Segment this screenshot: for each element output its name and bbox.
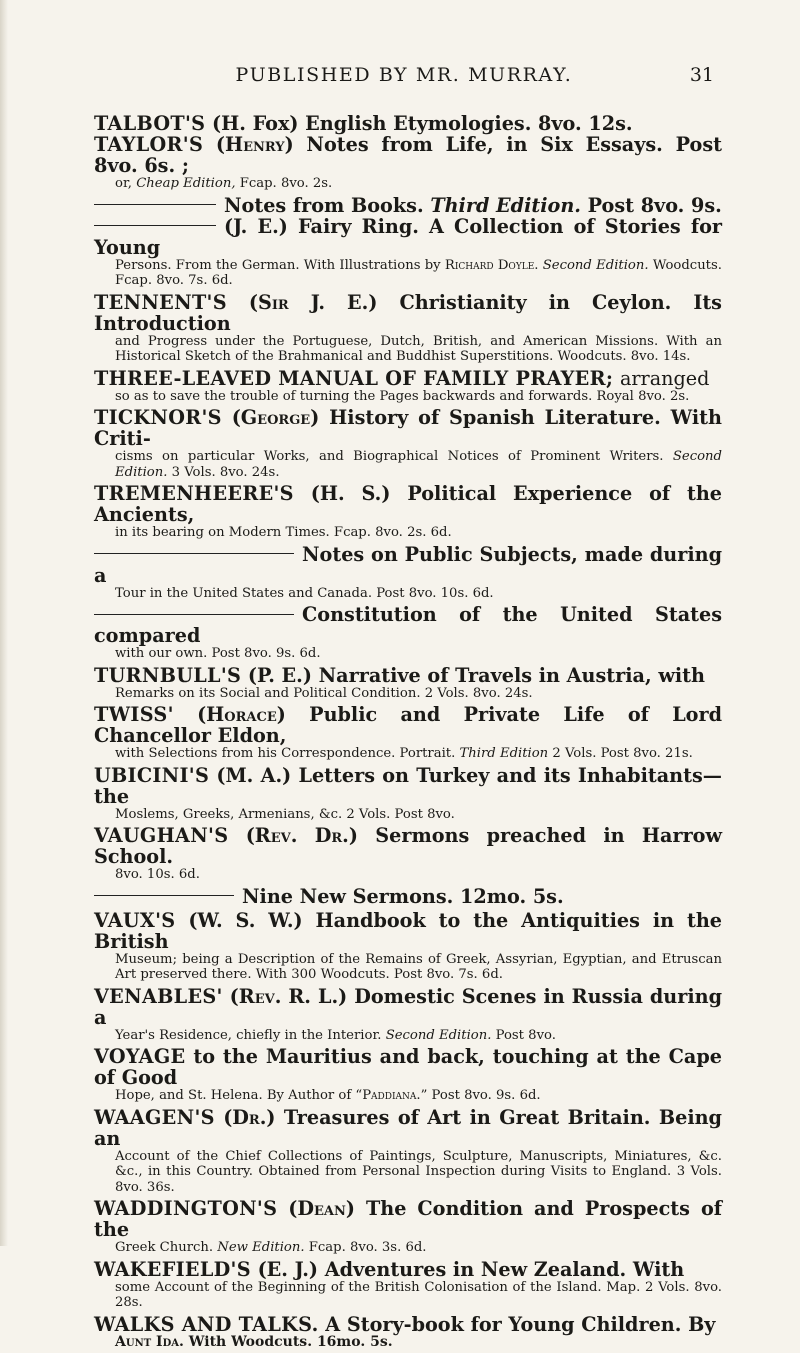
entry-edition: Cheap Edition, bbox=[136, 176, 236, 191]
entry-heading: TWISS' (Horace) Public and Private Life of Lord Chancellor Eldon, bbox=[94, 703, 723, 747]
entry-details bbox=[94, 176, 722, 192]
catalogue-entry bbox=[94, 1107, 722, 1196]
entry-edition: Third Edition bbox=[459, 746, 549, 761]
entry-title: Notes from Books. bbox=[224, 193, 424, 217]
entry-author-forename: Dean bbox=[297, 1197, 346, 1220]
catalogue-entry bbox=[94, 292, 722, 365]
entry-details: so as to save the trouble of turning the Pages backwards and forwards. Royal 8vo. 2s. bbox=[115, 388, 690, 404]
catalogue-entry bbox=[94, 483, 722, 541]
entry-title: (J. E.) Fairy Ring. A Collection of Stories for Young bbox=[94, 214, 722, 259]
entry-detail-text: 3 Vols. 8vo. 24s. bbox=[171, 464, 280, 480]
entry-detail-text: Hope, and St. Helena. By Author of “ bbox=[115, 1088, 363, 1103]
entry-heading bbox=[94, 604, 722, 646]
entry-heading bbox=[94, 195, 722, 216]
entry-heading bbox=[94, 113, 722, 134]
entry-heading: TICKNOR'S (George) History of Spanish Literature. With Criti- bbox=[94, 406, 722, 450]
page-number: 31 bbox=[689, 64, 714, 86]
entry-author-initials: (H. Fox) bbox=[212, 112, 299, 135]
entry-author: VENABLES' bbox=[94, 984, 223, 1008]
entry-author: VAUX'S bbox=[94, 908, 176, 932]
entry-detail-text: Persons. From the German. With Illustrations by bbox=[115, 257, 441, 273]
catalogue-entry bbox=[94, 216, 722, 289]
entry-author-forename: Sir J. E. bbox=[257, 290, 369, 314]
entry-detail-text: Fcap. 8vo. 3s. 6d. bbox=[308, 1240, 427, 1255]
entry-pseudonym: Paddiana. bbox=[362, 1088, 421, 1103]
entry-details bbox=[94, 1088, 722, 1104]
catalogue-entry bbox=[94, 665, 722, 702]
entry-author-forename: Dr. bbox=[232, 1105, 267, 1129]
ditto-rule bbox=[94, 225, 216, 226]
catalogue-entry bbox=[94, 407, 722, 480]
ditto-rule bbox=[94, 204, 216, 205]
entry-detail-text: cisms on particular Works, and Biographical Notices of Prominent Writers. bbox=[115, 449, 664, 464]
entry-author: WAKEFIELD'S bbox=[94, 1257, 251, 1281]
entry-details bbox=[94, 258, 722, 289]
entry-detail-text: With Woodcuts. 16mo. 5s. bbox=[188, 1333, 393, 1350]
entry-heading bbox=[94, 910, 722, 952]
entry-title: Notes on Public Subjects, made during a bbox=[94, 542, 722, 587]
catalogue-entry bbox=[94, 604, 722, 662]
entry-title: History of Spanish Literature. With Criti- bbox=[94, 406, 722, 450]
entry-title: Letters on Turkey and its Inhabitants—the bbox=[94, 763, 722, 808]
entry-edition: Second Edition. bbox=[115, 449, 722, 480]
entry-heading: WAAGEN'S (Dr.) Treasures of Art in Great Britain. Being an bbox=[94, 1105, 722, 1150]
entry-heading bbox=[94, 765, 722, 807]
entry-author: VOYAGE bbox=[94, 1045, 186, 1068]
entry-edition: Third Edition. bbox=[430, 193, 581, 217]
entry-title: Nine New Sermons. 12mo. 5s. bbox=[242, 884, 564, 908]
ditto-rule bbox=[94, 614, 294, 615]
entry-detail-text: 2 Vols. Post 8vo. 21s. bbox=[552, 746, 693, 761]
catalogue-entries bbox=[94, 113, 722, 1353]
entry-details bbox=[94, 1240, 722, 1256]
entry-edition: Second Edition. bbox=[385, 1027, 492, 1043]
catalogue-entry bbox=[94, 1314, 722, 1351]
entry-heading: TAYLOR'S (Henry) Notes from Life, in Six Essays. Post 8vo. 6s. ; bbox=[94, 133, 722, 177]
entry-author: UBICINI'S bbox=[94, 763, 210, 787]
entry-details: some Account of the Beginning of the British Colonisation of the Island. Map. 2 Vols. 8vo. 28s. bbox=[115, 1279, 722, 1310]
entry-title: A Story-book for Young Children. By bbox=[325, 1312, 716, 1336]
entry-detail-text: Fcap. 8vo. 2s. bbox=[239, 176, 333, 191]
entry-title: arranged bbox=[619, 366, 710, 390]
entry-author-initials: (P. E.) bbox=[247, 663, 312, 687]
entry-title: The Condition and Prospects of the bbox=[94, 1197, 723, 1241]
entry-detail-text: with Selections from his Correspondence. Portrait. bbox=[115, 746, 456, 761]
entry-heading bbox=[94, 1314, 722, 1335]
entry-author-forename: Horace bbox=[206, 703, 277, 726]
entry-title: Adventures in New Zealand. With bbox=[324, 1257, 685, 1281]
entry-edition: Second Edition. bbox=[542, 257, 649, 273]
entry-author: THREE-LEAVED MANUAL OF FAMILY PRAYER; bbox=[94, 366, 614, 390]
entry-author: TWISS' bbox=[94, 703, 174, 726]
entry-illustrator: Richard Doyle. bbox=[444, 257, 539, 273]
entry-details: Remarks on its Social and Political Condition. 2 Vols. 8vo. 24s. bbox=[115, 685, 533, 701]
entry-detail-text: or, bbox=[115, 176, 132, 191]
entry-heading bbox=[94, 665, 722, 686]
entry-author: TURNBULL'S bbox=[94, 663, 242, 687]
entry-details: Tour in the United States and Canada. Post 8vo. 10s. 6d. bbox=[115, 585, 494, 601]
entry-heading bbox=[94, 368, 722, 389]
entry-title: Public and Private Life of Lord Chancellor Eldon, bbox=[94, 703, 723, 747]
entry-heading: WADDINGTON'S (Dean) The Condition and Prospects of the bbox=[94, 1197, 723, 1241]
ditto-rule bbox=[94, 553, 294, 554]
entry-title: Constitution of the United States compared bbox=[94, 603, 722, 647]
entry-author: WADDINGTON'S bbox=[94, 1197, 278, 1220]
entry-author-initials: (H. S.) bbox=[310, 482, 391, 505]
entry-title: Narrative of Travels in Austria, with bbox=[318, 663, 705, 687]
ditto-rule bbox=[94, 895, 234, 896]
entry-details bbox=[94, 746, 722, 762]
catalogue-entry bbox=[94, 886, 722, 907]
entry-detail-text: Woodcuts. Fcap. 8vo. 7s. 6d. bbox=[115, 257, 722, 288]
catalogue-entry bbox=[94, 986, 722, 1044]
entry-title: Handbook to the Antiquities in the British bbox=[94, 908, 722, 953]
entry-details: with our own. Post 8vo. 9s. 6d. bbox=[115, 646, 321, 661]
catalogue-entry bbox=[94, 765, 722, 823]
entry-price: 12s. bbox=[588, 112, 633, 135]
entry-detail-text: Greek Church. bbox=[115, 1240, 214, 1255]
entry-details: Account of the Chief Collections of Paintings, Sculpture, Manuscripts, Miniatures, &c. &c., in this Country. Obtained from Personal Inspection during Visits to England. 3 Vols. 8vo. 36s. bbox=[115, 1148, 722, 1195]
entry-author: TENNENT'S bbox=[94, 290, 227, 314]
entry-detail-text: Post 8vo. bbox=[495, 1027, 556, 1043]
entry-author-forename: Rev. Dr. bbox=[254, 824, 349, 847]
catalogue-entry bbox=[94, 1198, 722, 1256]
catalogue-entry bbox=[94, 704, 722, 762]
entry-detail-text: Year's Residence, chiefly in the Interior. bbox=[115, 1027, 382, 1043]
entry-title: Sermons preached in Harrow School. bbox=[94, 824, 722, 868]
entry-pseudonym: Aunt Ida. bbox=[115, 1333, 184, 1350]
entry-title: Christianity in Ceylon. Its Introduction bbox=[94, 290, 722, 335]
entry-title: to the Mauritius and back, touching at the Cape of Good bbox=[94, 1045, 722, 1089]
entry-details: in its bearing on Modern Times. Fcap. 8vo. 2s. 6d. bbox=[115, 525, 452, 540]
entry-title: Political Experience of the Ancients, bbox=[94, 482, 723, 526]
entry-author: WAAGEN'S bbox=[94, 1105, 215, 1129]
entry-author: WALKS AND TALKS. bbox=[94, 1312, 319, 1336]
catalogue-entry bbox=[94, 910, 722, 983]
entry-edition: New Edition. bbox=[217, 1240, 305, 1255]
entry-heading bbox=[94, 886, 722, 907]
entry-author-initials: (E. J.) bbox=[257, 1257, 319, 1281]
entry-author-forename: Rev. R. L. bbox=[238, 984, 339, 1008]
entry-title: Treasures of Art in Great Britain. Being an bbox=[94, 1105, 722, 1150]
catalogue-entry bbox=[94, 825, 722, 883]
entry-details bbox=[94, 1335, 722, 1351]
entry-author: TAYLOR'S bbox=[94, 133, 204, 156]
entry-heading bbox=[94, 1046, 722, 1088]
entry-details: 8vo. 10s. 6d. bbox=[115, 867, 200, 882]
entry-title: Notes from Life, in Six Essays. Post 8vo. bbox=[94, 133, 722, 177]
entry-detail-text: ” Post 8vo. 9s. 6d. bbox=[420, 1088, 541, 1103]
catalogue-entry bbox=[94, 113, 722, 134]
entry-author: TALBOT'S bbox=[94, 112, 206, 135]
entry-title: Domestic Scenes in Russia during a bbox=[94, 984, 722, 1029]
entry-details bbox=[94, 1028, 722, 1044]
entry-author-initials: (M. A.) bbox=[216, 763, 292, 787]
entry-heading: VAUGHAN'S (Rev. Dr.) Sermons preached in Harrow School. bbox=[94, 824, 722, 868]
catalogue-entry bbox=[94, 544, 722, 602]
entry-heading bbox=[94, 1259, 722, 1280]
entry-heading bbox=[94, 483, 722, 525]
catalogue-entry bbox=[94, 1046, 722, 1104]
entry-heading: VENABLES' (Rev. R. L.) Domestic Scenes in Russia during a bbox=[94, 984, 722, 1029]
entry-price: Post 8vo. 9s. bbox=[587, 193, 722, 217]
entry-title: English Etymologies. 8vo. bbox=[305, 112, 582, 135]
running-title: PUBLISHED BY MR. MURRAY. bbox=[235, 64, 573, 86]
entry-author: TREMENHEERE'S bbox=[94, 482, 294, 505]
catalogue-entry bbox=[94, 368, 722, 405]
entry-heading bbox=[94, 544, 722, 586]
entry-details: Moslems, Greeks, Armenians, &c. 2 Vols. Post 8vo. bbox=[115, 806, 455, 822]
entry-author-forename: Henry bbox=[224, 133, 285, 156]
catalogue-entry bbox=[94, 195, 722, 216]
entry-details bbox=[94, 449, 722, 480]
entry-author-forename: George bbox=[240, 406, 311, 429]
page-gutter bbox=[0, 0, 8, 1246]
entry-heading: TENNENT'S (Sir J. E.) Christianity in Ceylon. Its Introduction bbox=[94, 290, 722, 335]
entry-details: and Progress under the Portuguese, Dutch, British, and American Missions. With an Historical Sketch of the Brahmanical and Buddhist Superstitions. Woodcuts. 8vo. 14s. bbox=[115, 333, 722, 364]
entry-author: VAUGHAN'S bbox=[94, 824, 229, 847]
catalogue-entry bbox=[94, 134, 722, 192]
entry-author: TICKNOR'S bbox=[94, 406, 222, 429]
entry-author-initials: (W. S. W.) bbox=[188, 908, 303, 932]
catalogue-entry bbox=[94, 1259, 722, 1311]
entry-price: 6s. ; bbox=[144, 154, 189, 177]
entry-heading bbox=[94, 216, 722, 258]
running-head bbox=[94, 64, 714, 90]
entry-details: Museum; being a Description of the Remains of Greek, Assyrian, Egyptian, and Etruscan Art preserved there. With 300 Woodcuts. Post 8vo. 7s. 6d. bbox=[115, 951, 722, 982]
